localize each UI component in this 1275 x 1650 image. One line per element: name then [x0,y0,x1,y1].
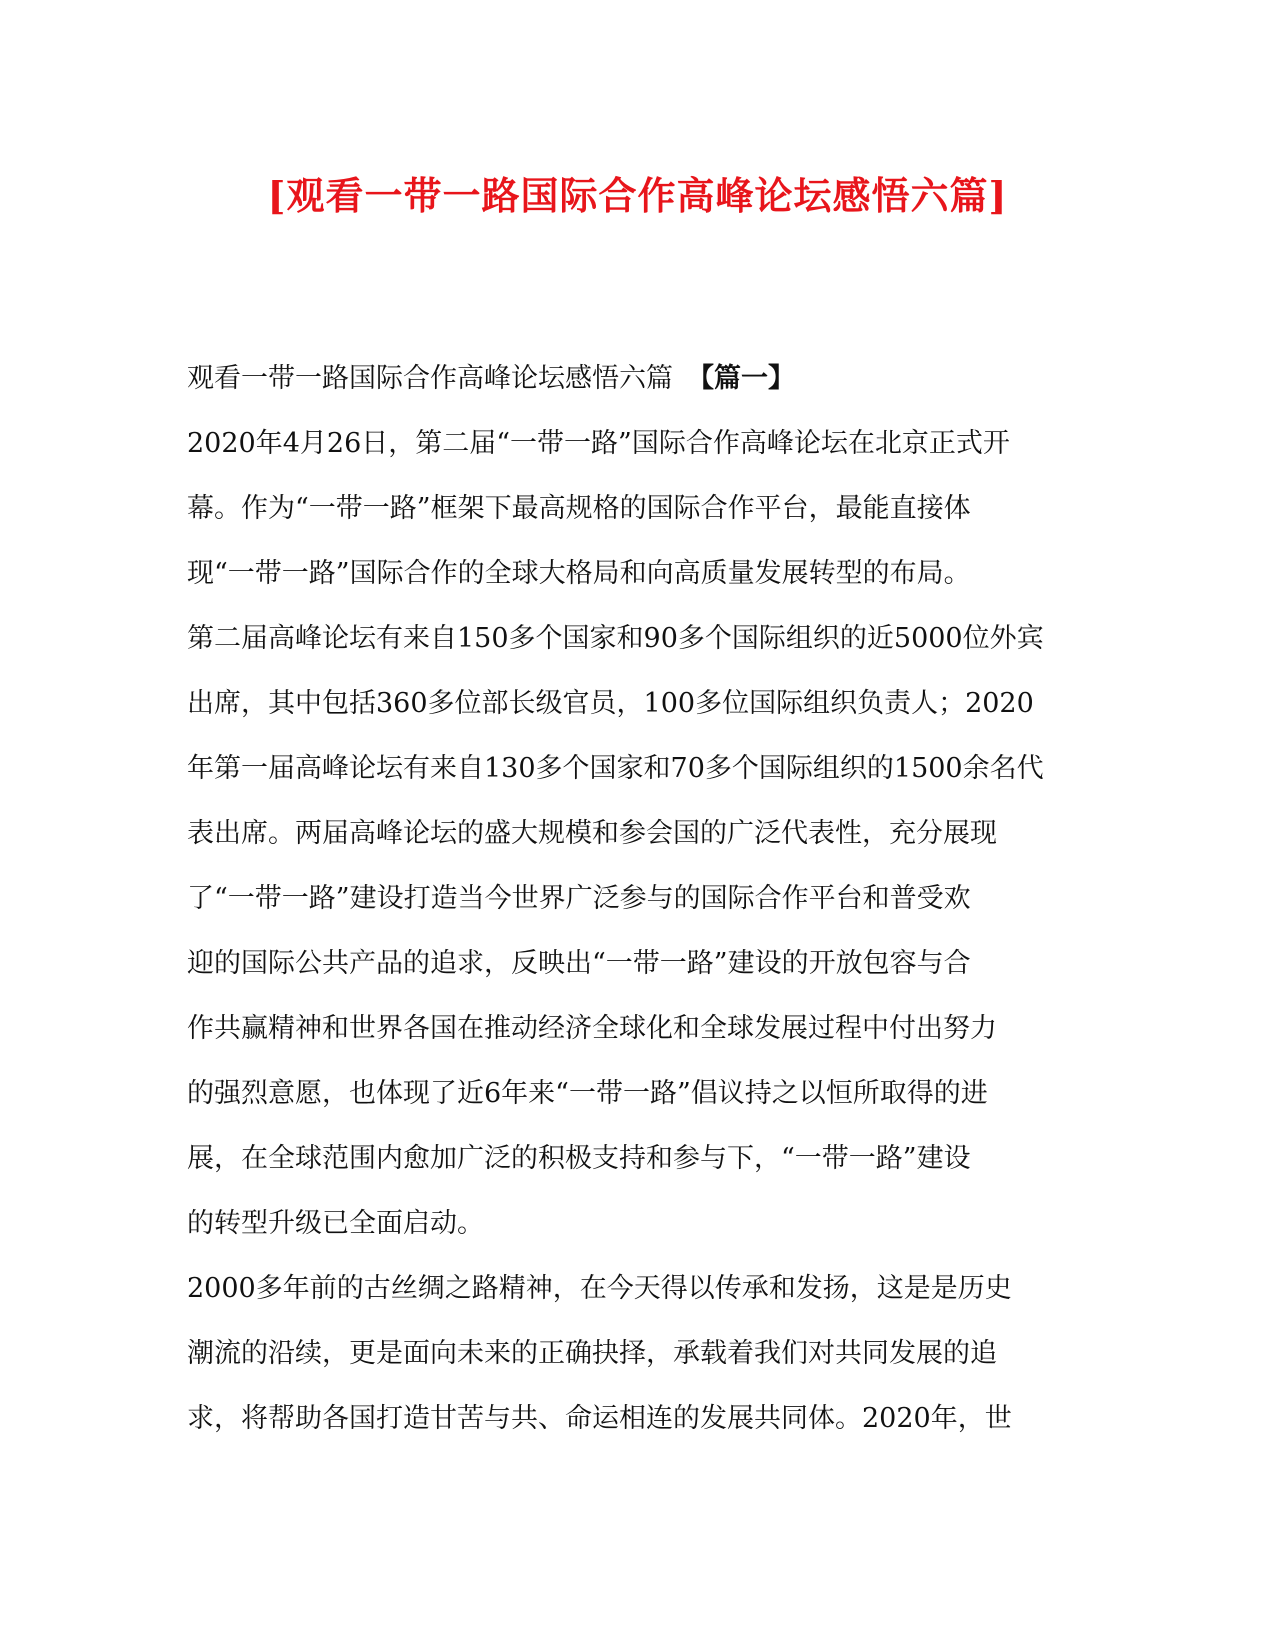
paragraph-line: 的强烈意愿，也体现了近6年来“一带一路”倡议持之以恒所取得的进 [187,1078,988,1109]
paragraph-line: 的转型升级已全面启动。 [187,1208,484,1239]
paragraph-line: 现“一带一路”国际合作的全球大格局和向高质量发展转型的布局。 [187,558,971,589]
document-title: [观看一带一路国际合作高峰论坛感悟六篇] [267,173,1008,218]
paragraph-line: 2020年4月26日，第二届“一带一路”国际合作高峰论坛在北京正式开 [187,428,1010,459]
section-heading-text: 观看一带一路国际合作高峰论坛感悟六篇 [187,363,673,394]
paragraph-line: 2000多年前的古丝绸之路精神，在今天得以传承和发扬，这是是历史 [187,1273,1012,1304]
paragraph-line: 第二届高峰论坛有来自150多个国家和90多个国际组织的近5000位外宾 [187,623,1044,654]
paragraph-line: 出席，其中包括360多位部长级官员，100多位国际组织负责人；2020 [187,688,1034,719]
paragraph-line: 展，在全球范围内愈加广泛的积极支持和参与下，“一带一路”建设 [187,1143,971,1174]
paragraph-line: 表出席。两届高峰论坛的盛大规模和参会国的广泛代表性，充分展现 [187,818,997,849]
section-label: 【篇一】 [687,363,795,394]
paragraph-line: 年第一届高峰论坛有来自130多个国家和70多个国际组织的1500余名代 [187,753,1044,784]
paragraph-line: 了“一带一路”建设打造当今世界广泛参与的国际合作平台和普受欢 [187,883,971,914]
paragraph-line: 求，将帮助各国打造甘苦与共、命运相连的发展共同体。2020年，世 [187,1403,1012,1434]
document-body [187,346,1077,1451]
paragraph-line: 迎的国际公共产品的追求，反映出“一带一路”建设的开放包容与合 [187,948,971,979]
section-heading [187,346,1077,411]
paragraph-line: 幕。作为“一带一路”框架下最高规格的国际合作平台，最能直接体 [187,493,971,524]
paragraph-line: 作共赢精神和世界各国在推动经济全球化和全球发展过程中付出努力 [187,1013,997,1044]
paragraph-line: 潮流的沿续，更是面向未来的正确抉择，承载着我们对共同发展的追 [187,1338,997,1369]
